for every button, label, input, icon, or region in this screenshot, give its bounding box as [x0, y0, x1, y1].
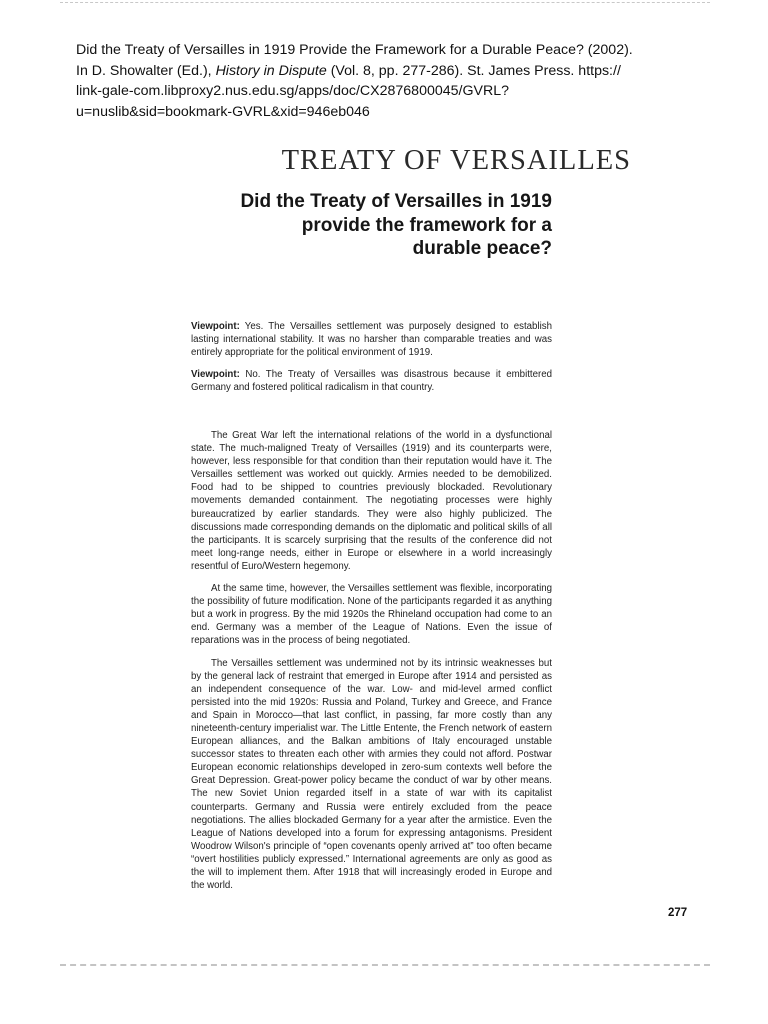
- citation-publisher: (Vol. 8, pp. 277-286). St. James Press. https://: [326, 62, 621, 79]
- page-number: 277: [668, 907, 688, 919]
- scan-edge-bottom: [60, 964, 710, 966]
- essay-body: [191, 429, 552, 901]
- citation-editor: In D. Showalter (Ed.),: [76, 62, 216, 79]
- viewpoints-block: [191, 320, 552, 403]
- essay-paragraph: The Versailles settlement was undermined not by its intrinsic weaknesses but by the general lack of restraint that emerged in Europe after 1914 and persisted as an independent consequence of the war. Low- and mid-level armed conflict persisted into the mid 1920s: Russia and Poland, Turkey and Greece, and France and Spain in Morocco—that last conflict, in passing, far more costly than any nineteenth-century imperialist war. The Little Entente, the French network of eastern European alliances, and the Balkan ambitions of Italy encouraged unstable successor states to threaten each other with armies they could not afford. Postwar European economic relationships developed in zero-sum contexts well before the Great Depression. Great-power policy became the conduct of war by other means. The new Soviet Union regarded itself in a state of war with its capitalist counterparts. Germany and Russia were entirely excluded from the peace negotiations. The allies blockaded Germany for a year after the armistice. Even the League of Nations developed into a forum for expressing antagonisms. President Woodrow Wilson's principle of “open covenants openly arrived at” too often became “overt hostilities publicly expressed.” International agreements are only as good as the will to implement them. After 1918 that will increasingly eroded in Europe and the world.: [191, 657, 552, 892]
- viewpoint-label: Viewpoint:: [191, 369, 240, 381]
- question-line: durable peace?: [412, 238, 552, 259]
- question-line: Did the Treaty of Versailles in 1919: [240, 191, 552, 212]
- scan-edge-top: [60, 2, 710, 3]
- viewpoint-text: No. The Treaty of Versailles was disastrous because it embittered Germany and fostered political radicalism in that country.: [191, 369, 552, 394]
- citation-url-line-2[interactable]: u=nuslib&sid=bookmark-GVRL&xid=946eb046: [76, 103, 370, 120]
- citation-line-2: [76, 61, 716, 82]
- essay-paragraph: The Great War left the international relations of the world in a dysfunctional state. The much-maligned Treaty of Versailles (1919) and its counterparts were, however, less responsible for that condition than their reputation would have it. The Versailles settlement was worked out quickly. Armies needed to be demobilized. Food had to be shipped to countries previously blockaded. Revolutionary movements demanded containment. The negotiating processes were highly bureaucratized by earlier standards. They were also highly publicized. The discussions made corresponding demands on the diplomatic and political skills of all the participants. It is scarcely surprising that the results of the conference did not meet long-range needs, either in Europe or elsewhere in a world increasingly resentful of Euro/Western hegemony.: [191, 430, 552, 572]
- citation-block: [76, 40, 716, 122]
- citation-url-line-1[interactable]: link-gale-com.libproxy2.nus.edu.sg/apps/doc/CX2876800045/GVRL?: [76, 83, 509, 99]
- citation-line-1: Did the Treaty of Versailles in 1919 Provide the Framework for a Durable Peace? (2002).: [76, 42, 633, 58]
- viewpoint-label: Viewpoint:: [191, 321, 240, 332]
- viewpoint-yes: [191, 320, 552, 359]
- viewpoint-no: [191, 368, 552, 394]
- citation-book-title: History in Dispute: [215, 62, 327, 79]
- essay-paragraph: At the same time, however, the Versailles settlement was flexible, incorporating the possibility of future modification. None of the participants regarded it as anything but a work in progress. By the mid 1920s the Rhineland occupation had come to an end. Germany was a member of the League of Nations. Even the issue of reparations was in the process of being negotiated.: [191, 583, 552, 647]
- question-line: provide the framework for a: [301, 214, 552, 236]
- chapter-question: [192, 190, 552, 261]
- chapter-title: TREATY OF VERSAILLES: [281, 145, 631, 176]
- viewpoint-text: Yes. The Versailles settlement was purposely designed to establish lasting international stability. It was no harsher than comparable treaties and was entirely appropriate for the political environment of 1919.: [191, 321, 552, 359]
